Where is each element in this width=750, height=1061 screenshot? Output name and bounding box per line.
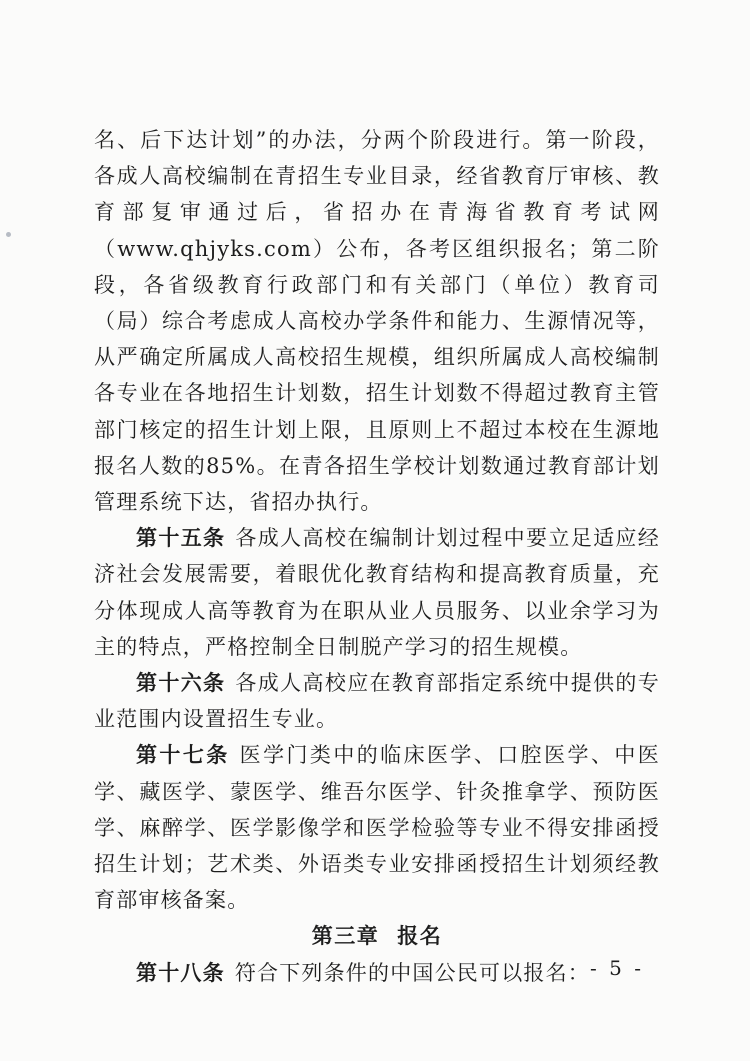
article-heading: 第十八条 xyxy=(136,959,225,985)
article-heading: 第十五条 xyxy=(136,525,226,551)
page-number: - 5 - xyxy=(590,956,644,980)
article-16 xyxy=(94,665,660,737)
article-text: 各成人高校在编制计划过程中要立足适应经济社会发展需要，着眼优化教育结构和提高教育质量，充分体现成人高等教育为在职从业人员服务、以业余学习为主的特点，严格控制全日制脱产学习的招生规模。 xyxy=(94,526,660,659)
article-15 xyxy=(94,520,660,665)
article-text: 符合下列条件的中国公民可以报名： xyxy=(234,960,591,985)
article-heading: 第十七条 xyxy=(136,742,230,768)
article-text: 医学门类中的临床医学、口腔医学、中医学、藏医学、蒙医学、维吾尔医学、针灸推拿学、预防医学、麻醉学、医学影像学和医学检验等专业不得安排函授招生计划；艺术类、外语类专业安排函授招生计划须经教育部审核备案。 xyxy=(94,743,660,913)
chapter-title: 报名 xyxy=(397,923,443,949)
article-17 xyxy=(94,737,660,918)
chapter-number: 第三章 xyxy=(311,923,380,949)
paragraph-continuation xyxy=(94,122,660,520)
paragraph-text: 名、后下达计划”的办法，分两个阶段进行。第一阶段，各成人高校编制在青招生专业目录，经省教育厅审核、教育部复审通过后，省招办在青海省教育考试网（www.qhjyks.com）公布，各考区组织报名；第二阶段，各省级教育行政部门和有关部门（单位）教育司（局）综合考虑成人高校办学条件和能力、生源情况等，从严确定所属成人高校招生规模，组织所属成人高校编制各专业在各地招生计划数，招生计划数不得超过教育主管部门核定的招生计划上限，且原则上不超过本校在生源地报名人数的85%。在青各招生学校计划数通过教育部计划管理系统下达，省招办执行。 xyxy=(94,128,660,515)
article-text: 各成人高校应在教育部指定系统中提供的专业范围内设置招生专业。 xyxy=(94,671,660,732)
document-body xyxy=(94,122,660,991)
article-heading: 第十六条 xyxy=(136,670,226,696)
chapter-heading xyxy=(94,918,660,954)
article-18 xyxy=(94,955,660,991)
scan-artifact-dot xyxy=(6,232,11,237)
